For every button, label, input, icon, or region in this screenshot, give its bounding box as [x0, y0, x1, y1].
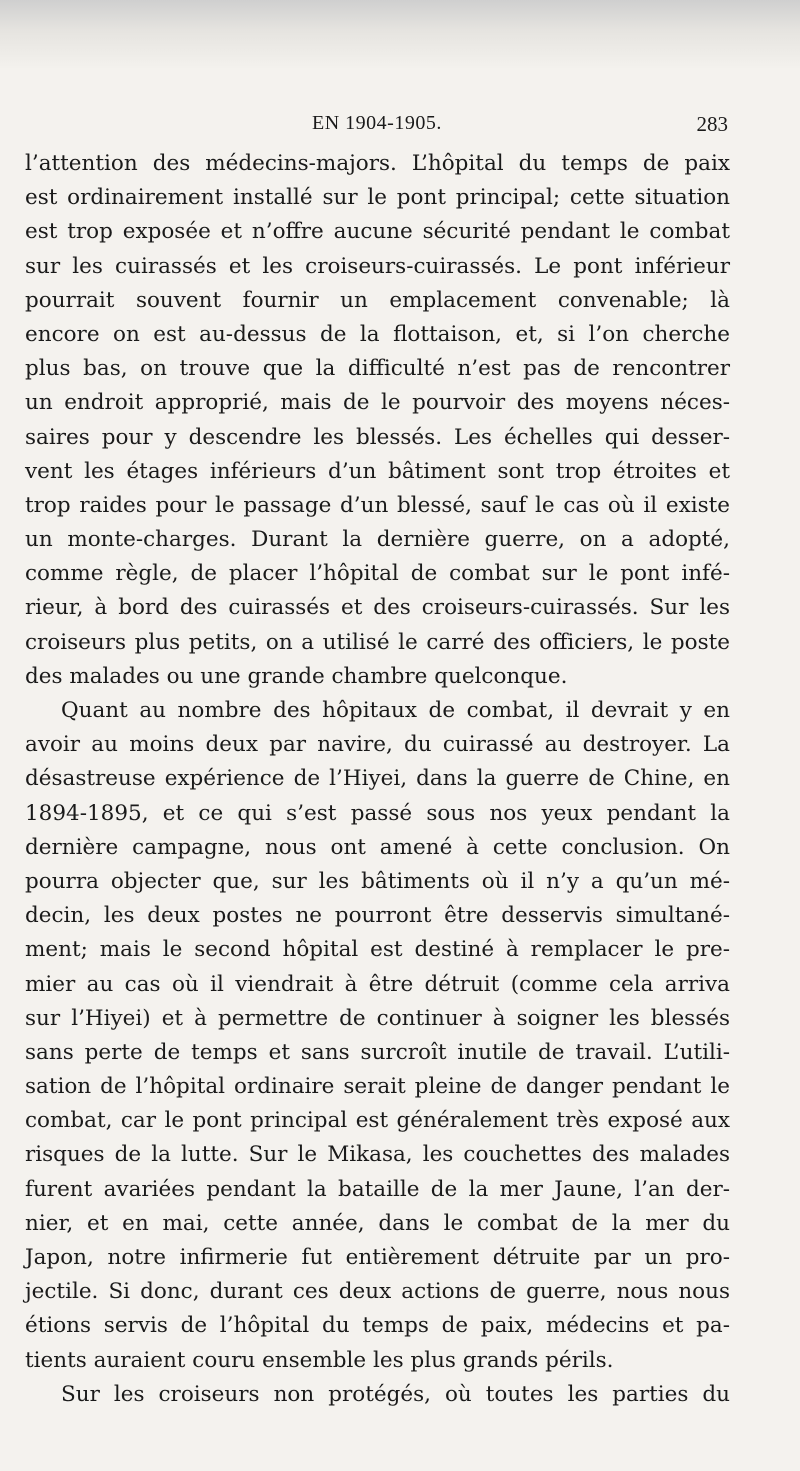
- paragraph-start-line: Sur les croiseurs non protégés, où toutes les parties du: [61, 1381, 730, 1407]
- text-line: sation de l’hôpital ordinaire serait pleine de danger pendant le: [25, 1074, 730, 1100]
- paragraph-end-line: des malades ou une grande chambre quelconque.: [25, 663, 568, 689]
- text-line: sur l’Hiyei) et à permettre de continuer à soigner les blessés: [25, 1005, 730, 1031]
- text-line: un endroit approprié, mais de le pourvoir des moyens néces-: [25, 390, 730, 416]
- page-header: [40, 112, 728, 140]
- text-line: rieur, à bord des cuirassés et des croiseurs-cuirassés. Sur les: [25, 595, 730, 621]
- page-number: 283: [696, 112, 728, 136]
- text-line: decin, les deux postes ne pourront être desservis simultané-: [25, 903, 730, 929]
- text-line: dernière campagne, nous ont amené à cette conclusion. On: [25, 834, 730, 860]
- text-line: furent avariées pendant la bataille de la mer Jaune, l’an der-: [25, 1176, 730, 1202]
- text-line: comme règle, de placer l’hôpital de combat sur le pont infé-: [25, 561, 730, 587]
- text-line: risques de la lutte. Sur le Mikasa, les couchettes des malades: [25, 1142, 730, 1168]
- page-top-shading: [0, 0, 800, 70]
- text-line: combat, car le pont principal est généralement très exposé aux: [25, 1108, 730, 1134]
- text-line: est ordinairement installé sur le pont principal; cette situation: [25, 185, 730, 211]
- text-line: mier au cas où il viendrait à être détruit (comme cela arriva: [25, 971, 730, 997]
- text-line: jectile. Si donc, durant ces deux actions de guerre, nous nous: [25, 1279, 730, 1305]
- text-line: est trop exposée et n’offre aucune sécurité pendant le combat: [25, 219, 730, 245]
- text-line: pourrait souvent fournir un emplacement convenable; là: [25, 287, 730, 313]
- text-line: croiseurs plus petits, on a utilisé le carré des officiers, le poste: [25, 629, 730, 655]
- body-text: [25, 147, 730, 1412]
- text-line: étions servis de l’hôpital du temps de paix, médecins et pa-: [25, 1313, 730, 1339]
- text-line: désastreuse expérience de l’Hiyei, dans la guerre de Chine, en: [25, 766, 730, 792]
- text-line: sans perte de temps et sans surcroît inutile de travail. L’utili-: [25, 1039, 730, 1065]
- paragraph-end-line: tients auraient couru ensemble les plus grands périls.: [25, 1347, 614, 1373]
- text-line: un monte-charges. Durant la dernière guerre, on a adopté,: [25, 527, 730, 553]
- text-line: encore on est au-dessus de la flottaison, et, si l’on cherche: [25, 321, 730, 347]
- text-line: saires pour y descendre les blessés. Les échelles qui desser-: [25, 424, 730, 450]
- text-line: sur les cuirassés et les croiseurs-cuirassés. Le pont inférieur: [25, 253, 730, 279]
- running-head: EN 1904-1905.: [312, 112, 442, 134]
- text-line: avoir au moins deux par navire, du cuirassé au destroyer. La: [25, 732, 730, 758]
- text-line: vent les étages inférieurs d’un bâtiment sont trop étroites et: [25, 458, 730, 484]
- text-line: 1894-1895, et ce qui s’est passé sous nos yeux pendant la: [25, 800, 730, 826]
- text-line: ment; mais le second hôpital est destiné à remplacer le pre-: [25, 937, 730, 963]
- text-line: nier, et en mai, cette année, dans le combat de la mer du: [25, 1210, 730, 1236]
- text-line: Japon, notre infirmerie fut entièrement détruite par un pro-: [25, 1245, 730, 1270]
- paragraph-start-line: Quant au nombre des hôpitaux de combat, il devrait y en: [61, 698, 730, 723]
- text-line: pourra objecter que, sur les bâtiments où il n’y a qu’un mé-: [25, 868, 730, 894]
- text-line: plus bas, on trouve que la difficulté n’est pas de rencontrer: [25, 356, 730, 382]
- text-line: trop raides pour le passage d’un blessé, sauf le cas où il existe: [25, 492, 730, 518]
- text-line: l’attention des médecins-majors. L’hôpital du temps de paix: [25, 151, 730, 176]
